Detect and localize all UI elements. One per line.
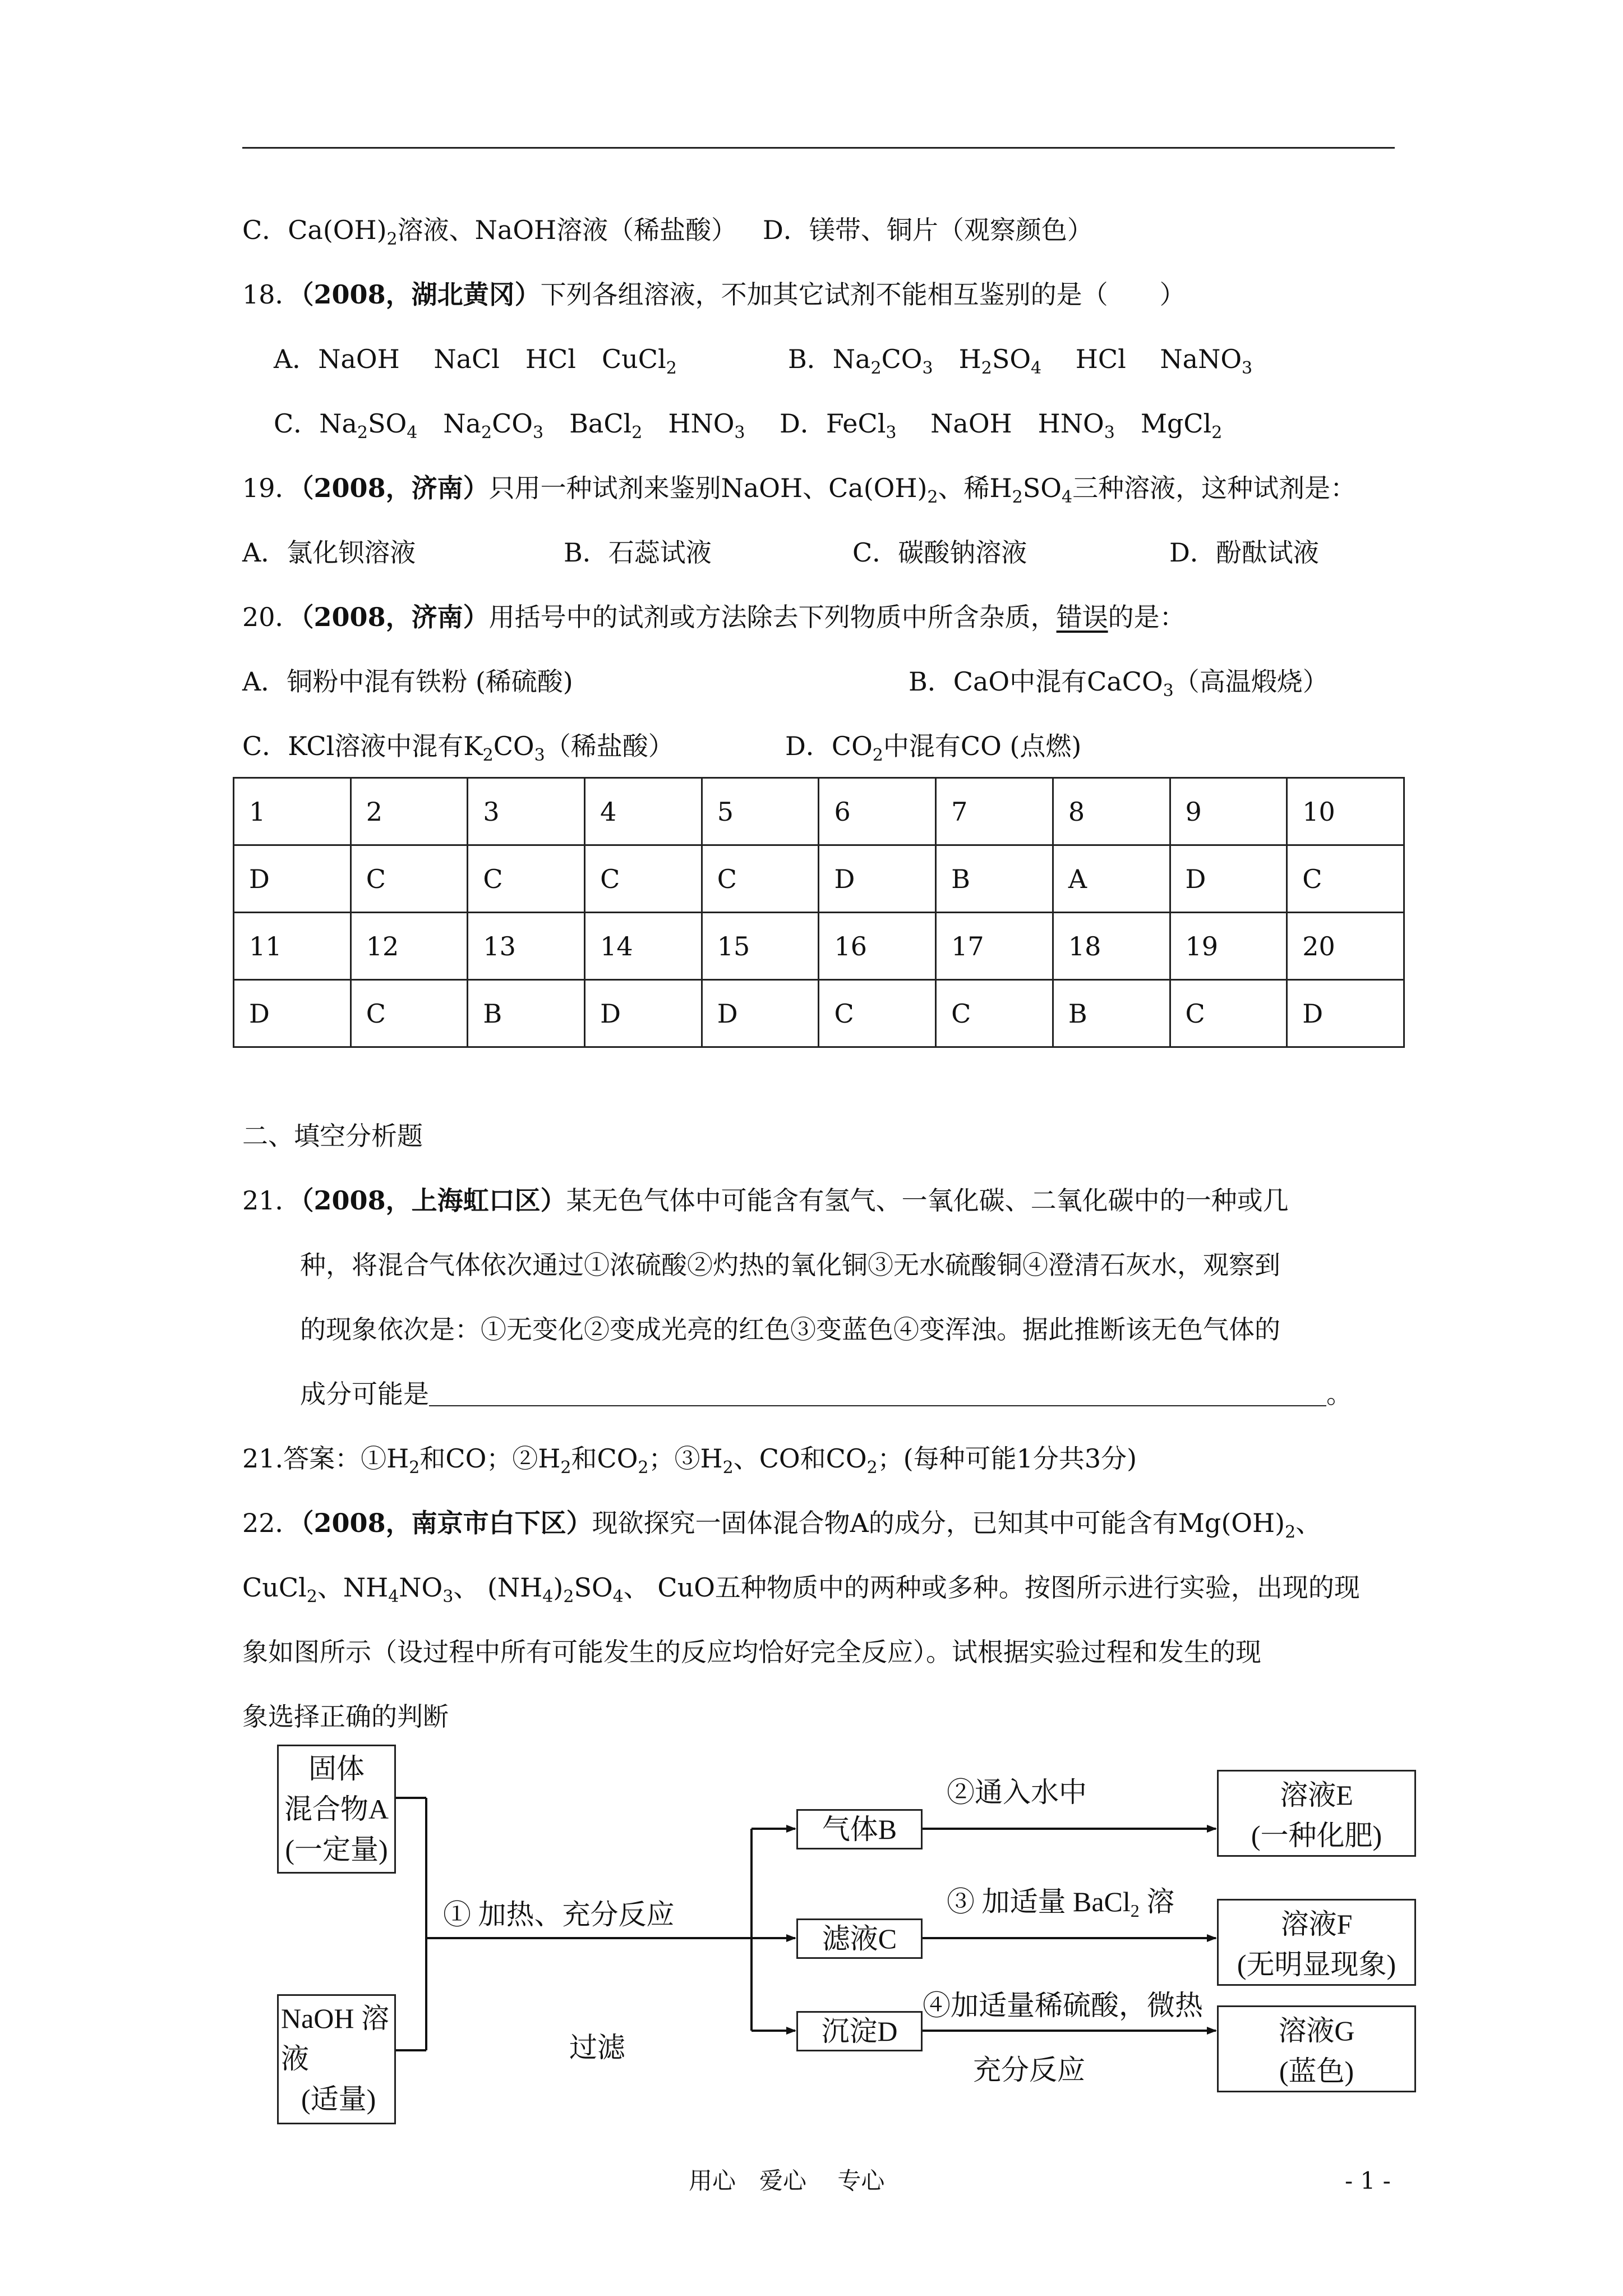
answer-table-cell: 9: [1170, 778, 1287, 845]
q21-answer: 21.答案：$①H_2$和CO；$②H_2$和$CO_2$；$③H_2$、CO和$CO_2$；(每种可能1分共3分): [242, 1443, 1137, 1478]
answer-table-cell: 13: [468, 913, 585, 980]
q17-option-d: D．镁带、铜片（观察颜色）: [763, 215, 1093, 245]
box-precipitate-d: 沉淀D: [796, 2011, 923, 2051]
q20-option-c: C．KCl溶液中混有$K_2CO_3$（稀盐酸）: [242, 731, 674, 765]
q20-stem: 20．（2008，济南）用括号中的试剂或方法除去下列物质中所含杂质，错误的是：: [242, 602, 1186, 632]
q17-option-c: C．$Ca(OH)_2$溶液、NaOH溶液（稀盐酸）: [242, 215, 737, 249]
answer-table-cell: D: [819, 845, 936, 913]
answer-table-cell: D: [1287, 980, 1404, 1047]
q22-line4: 象选择正确的判断: [242, 1701, 449, 1732]
box-solution-f: 溶液F (无明显现象): [1217, 1899, 1416, 1986]
answer-table-cell: B: [936, 845, 1053, 913]
answer-table-cell: 18: [1053, 913, 1170, 980]
q20-option-b: B．CaO中混有CaCO$_3$（高温煅烧）: [909, 666, 1329, 701]
answer-table-cell: C: [936, 980, 1053, 1047]
answer-table-cell: A: [1053, 845, 1170, 913]
answer-table-cell: 7: [936, 778, 1053, 845]
q21-line3: 的现象依次是：①无变化②变成光亮的红色③变蓝色④变浑浊。据此推断该无色气体的: [300, 1314, 1280, 1345]
box-naoh-solution: NaOH 溶 液 (适量): [277, 1994, 396, 2124]
box-solution-g: 溶液G (蓝色): [1217, 2005, 1416, 2092]
q21-line1: 21．（2008，上海虹口区）某无色气体中可能含有氢气、一氧化碳、二氧化碳中的一种或几: [242, 1185, 1289, 1216]
answer-table-cell: C: [702, 845, 819, 913]
step3-label: ③ 加适量 BaCl$_2$ 溶: [947, 1886, 1175, 1921]
q21-line4: 成分可能是 。: [300, 1379, 1352, 1409]
footer-motto: 用心 爱心 专心: [689, 2167, 885, 2194]
answer-table-cell: 15: [702, 913, 819, 980]
step2-label: ②通入水中: [947, 1777, 1087, 1808]
answer-table-cell: C: [1170, 980, 1287, 1047]
answer-table-cell: 10: [1287, 778, 1404, 845]
answer-table-cell: D: [585, 980, 702, 1047]
q20-option-d: D．$CO_2$中混有CO (点燃): [785, 731, 1082, 765]
step4-label: ④加适量稀硫酸，微热: [923, 1990, 1203, 2021]
q19-option-a: A．氯化钡溶液: [242, 537, 416, 568]
answer-table-cell: C: [351, 980, 468, 1047]
box-solid-mixture-a: 固体 混合物A (一定量): [277, 1745, 396, 1874]
answer-table-cell: C: [351, 845, 468, 913]
q18-option-b: B．$Na_2CO_3$ $H_2SO_4$ HCl NaNO$_3$: [788, 344, 1253, 378]
answer-table-cell: 17: [936, 913, 1053, 980]
q19-option-d: D．酚酞试液: [1169, 537, 1319, 568]
q21-line2: 种，将混合气体依次通过①浓硫酸②灼热的氧化铜③无水硫酸铜④澄清石灰水，观察到: [300, 1250, 1280, 1280]
q19-stem: 19．（2008，济南）只用一种试剂来鉴别NaOH、$Ca(OH)_2$、稀$H_2SO_4$三种溶液，这种试剂是：: [242, 473, 1357, 507]
answer-table-cell: 5: [702, 778, 819, 845]
answer-table-cell: 4: [585, 778, 702, 845]
q19-option-b: B．石蕊试液: [564, 537, 712, 568]
answer-table-cell: C: [468, 845, 585, 913]
q22-line1: 22．（2008，南京市白下区）现欲探究一固体混合物A的成分，已知其中可能含有$Mg(OH)_2$、: [242, 1508, 1322, 1542]
q18-option-c: C．$Na_2SO_4$ $Na_2CO_3$ BaCl$_2$ $HNO_3$: [274, 408, 745, 443]
q18-option-a: A．NaOH NaCl HCl CuCl$_2$: [274, 344, 677, 378]
q20-option-a: A．铜粉中混有铁粉 (稀硫酸): [242, 666, 573, 697]
answer-table-cell: 1: [234, 778, 351, 845]
q18-option-d: D．FeCl$_3$ NaOH $HNO_3$ MgCl$_2$: [780, 408, 1223, 443]
step1-label: ① 加热、充分反应: [443, 1899, 675, 1930]
page-number: - 1 -: [1345, 2167, 1391, 2194]
answer-table-cell: D: [234, 845, 351, 913]
q22-line3: 象如图所示（设过程中所有可能发生的反应均恰好完全反应）。试根据实验过程和发生的现: [242, 1637, 1261, 1667]
box-filtrate-c: 滤液C: [796, 1918, 923, 1959]
answer-table-cell: C: [585, 845, 702, 913]
answer-table-cell: 3: [468, 778, 585, 845]
q19-option-c: C．碳酸钠溶液: [852, 537, 1027, 568]
answer-table-cell: 12: [351, 913, 468, 980]
box-solution-e: 溶液E (一种化肥): [1217, 1770, 1416, 1857]
answer-table-cell: D: [702, 980, 819, 1047]
filter-label: 过滤: [569, 2032, 625, 2063]
q22-line2: CuCl$_2$、$NH_4NO_3$、 $(NH_4)_2SO_4$、 CuO五种物质中的两种或多种。按图所示进行实验，出现的现: [242, 1572, 1360, 1607]
answer-table-cell: 2: [351, 778, 468, 845]
answer-table-cell: 8: [1053, 778, 1170, 845]
answer-table-cell: 14: [585, 913, 702, 980]
answer-table-cell: 20: [1287, 913, 1404, 980]
answer-table-cell: C: [819, 980, 936, 1047]
section-title: 二、填空分析题: [242, 1121, 423, 1151]
answer-table-cell: 16: [819, 913, 936, 980]
answer-table-cell: 11: [234, 913, 351, 980]
answer-table-cell: B: [1053, 980, 1170, 1047]
box-gas-b: 气体B: [796, 1809, 923, 1849]
answer-table-cell: D: [234, 980, 351, 1047]
answer-table-cell: 19: [1170, 913, 1287, 980]
step4-label-2: 充分反应: [973, 2054, 1085, 2086]
answer-table-cell: C: [1287, 845, 1404, 913]
answer-table-cell: 6: [819, 778, 936, 845]
answer-table-cell: D: [1170, 845, 1287, 913]
q18-stem: 18．（2008，湖北黄冈）下列各组溶液，不加其它试剂不能相互鉴别的是（ ）: [242, 279, 1186, 310]
answer-table-cell: B: [468, 980, 585, 1047]
